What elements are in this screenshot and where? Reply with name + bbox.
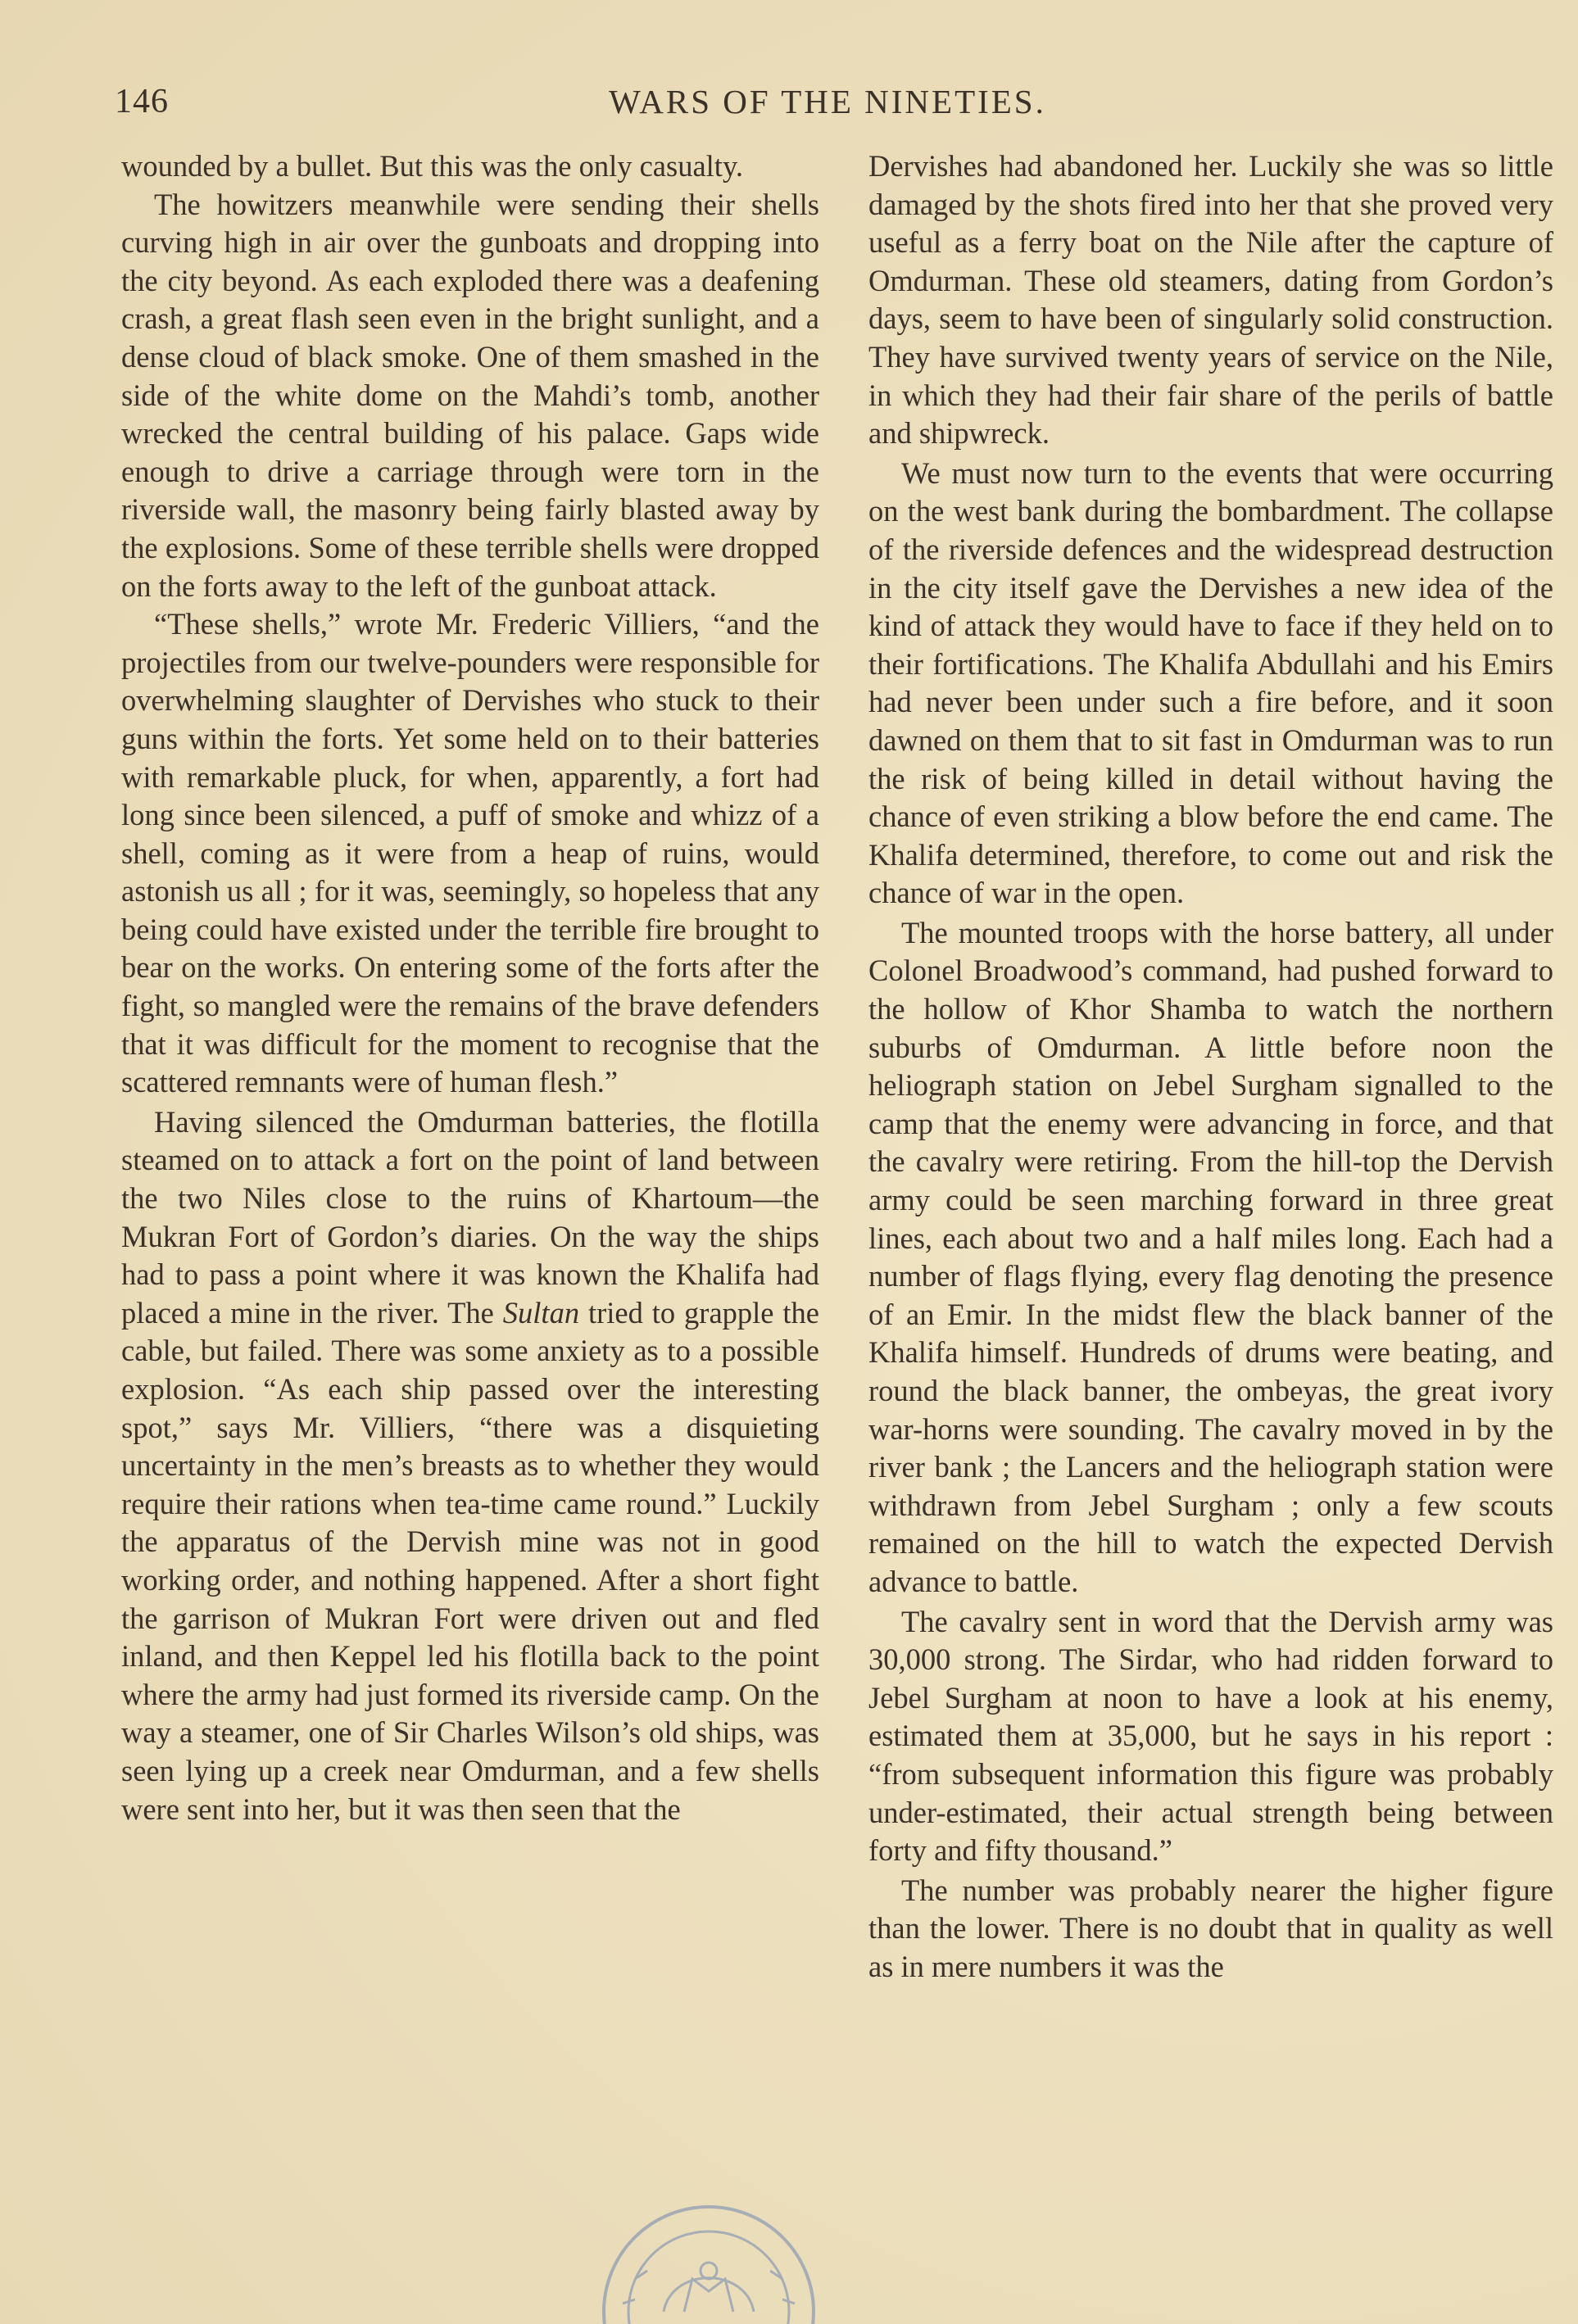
left-paragraph-4-start: Having silenced the Omdurman batteries, the flotilla steamed on to attack a fort on the point of land between the two Niles close to the ruins of Khartoum—the Mukran Fort of Gordon’s diaries. On the way the ships had to pass a point where it was known the Khalifa had placed a mine in the river. The bbox=[121, 1104, 819, 1330]
left-paragraph-4-end: tried to grapple the cable, but failed. There was some anxiety as to a possible explosion. “As each ship passed over the interesting spot,” says Mr. Villiers, “there was a disquieting uncertainty in the men’s breasts as to whether they would require their rations when tea-time came round.” Luckily the apparatus of the Dervish mine was not in good working order, and nothing happened. After a short fight the garrison of Mukran Fort were driven out and fled inland, and then Keppel led his flotilla back to the point where the army had just formed its riverside camp. On the way a steamer, one of Sir Charles Wilson’s old ships, was seen lying up a creek near Omdurman, and a few shells were sent into her, but it was then seen that the bbox=[121, 1295, 819, 1826]
right-paragraph-1: Dervishes had abandoned her. Luckily she was so little damaged by the shots fired into her that she proved very useful as a ferry boat on the Nile after the capture of Omdurman. These old steamers, dating from Gordon’s days, seem to have been of singularly solid construction. They have survived twenty years of service on the Nile, in which they had their fair share of the perils of battle and shipwreck. bbox=[868, 149, 1553, 451]
running-title: WARS OF THE NINETIES. bbox=[609, 83, 1046, 120]
right-paragraph-4: The cavalry sent in word that the Dervish army was 30,000 strong. The Sirdar, who had ridden forward to Jebel Surgham at noon to have a look at his enemy, estimated them at 35,000, but he says in his report : “from subsequent information this figure was probably under-estimated, their actual strength being between forty and fifty thousand.” bbox=[868, 1604, 1553, 1868]
left-paragraph-1: wounded by a bullet. But this was the only casualty. bbox=[121, 149, 743, 183]
library-stamp-icon bbox=[586, 2189, 832, 2324]
page-header bbox=[115, 82, 1540, 131]
right-paragraph-5: The number was probably nearer the higher figure than the lower. There is no doubt that in quality as well as in mere numbers it was the bbox=[868, 1873, 1553, 1983]
right-column bbox=[868, 147, 1553, 1986]
left-paragraph-3: “These shells,” wrote Mr. Frederic Villiers, “and the projectiles from our twelve-pounders were responsible for overwhelming slaughter of Dervishes who stuck to their guns within the forts. Yet some held on to their batteries with remarkable pluck, for when, apparently, a fort had long since been silenced, a puff of smoke and whizz of a shell, coming as it were from a heap of ruins, would astonish us all ; for it was, seemingly, so hopeless that any being could have existed under the terrible fire brought to bear on the works. On entering some of the forts after the fight, so mangled were the remains of the brave defenders that it was difficult for the moment to recognise that the scattered remnants were of human flesh.” bbox=[121, 607, 819, 1099]
right-paragraph-3: The mounted troops with the horse battery, all under Colonel Broadwood’s command, had pushed forward to the hollow of Khor Shamba to watch the northern suburbs of Omdurman. A little before noon the heliograph station on Jebel Surgham signalled to the camp that the enemy were advancing in force, and that the cavalry were retiring. From the hill-top the Dervish army could be seen marching forward in three great lines, each about two and a half miles long. Each had a number of flags flying, every flag denoting the presence of an Emir. In the midst flew the black banner of the Khalifa himself. Hundreds of drums were beating, and round the black banner, the ombeyas, the great ivory war-horns were sounding. The cavalry moved in by the river bank ; the Lancers and the heliograph station were withdrawn from Jebel Surgham ; only a few scouts remained on the hill to watch the expected Dervish advance to battle. bbox=[868, 915, 1553, 1598]
right-paragraph-2: We must now turn to the events that were occurring on the west bank during the bombardment. The collapse of the riverside defences and the widespread destruction in the city itself gave the Dervishes a new idea of the kind of attack they would have to face if they held on to their fortifications. The Khalifa Abdullahi and his Emirs had never been under such a fire before, and it soon dawned on them that to sit fast in Omdurman was to run the risk of being killed in detail without having the chance of even striking a blow before the end came. The Khalifa determined, therefore, to come out and risk the chance of war in the open. bbox=[868, 455, 1553, 910]
ship-name-sultan: Sultan bbox=[502, 1295, 580, 1330]
left-paragraph-4 bbox=[121, 1103, 819, 1828]
left-paragraph-2: The howitzers meanwhile were sending their shells curving high in air over the gunboats and dropping into the city beyond. As each exploded there was a deafening crash, a great flash seen even in the bright sunlight, and a dense cloud of black smoke. One of them smashed in the side of the white dome on the Mahdi’s tomb, another wrecked the central building of his palace. Gaps wide enough to drive a carriage through were torn in the riverside wall, the masonry being fairly blasted away by the explosions. Some of these terrible shells were dropped on the forts away to the left of the gunboat attack. bbox=[121, 187, 819, 603]
left-column bbox=[121, 147, 819, 1828]
page-number: 146 bbox=[115, 83, 169, 120]
